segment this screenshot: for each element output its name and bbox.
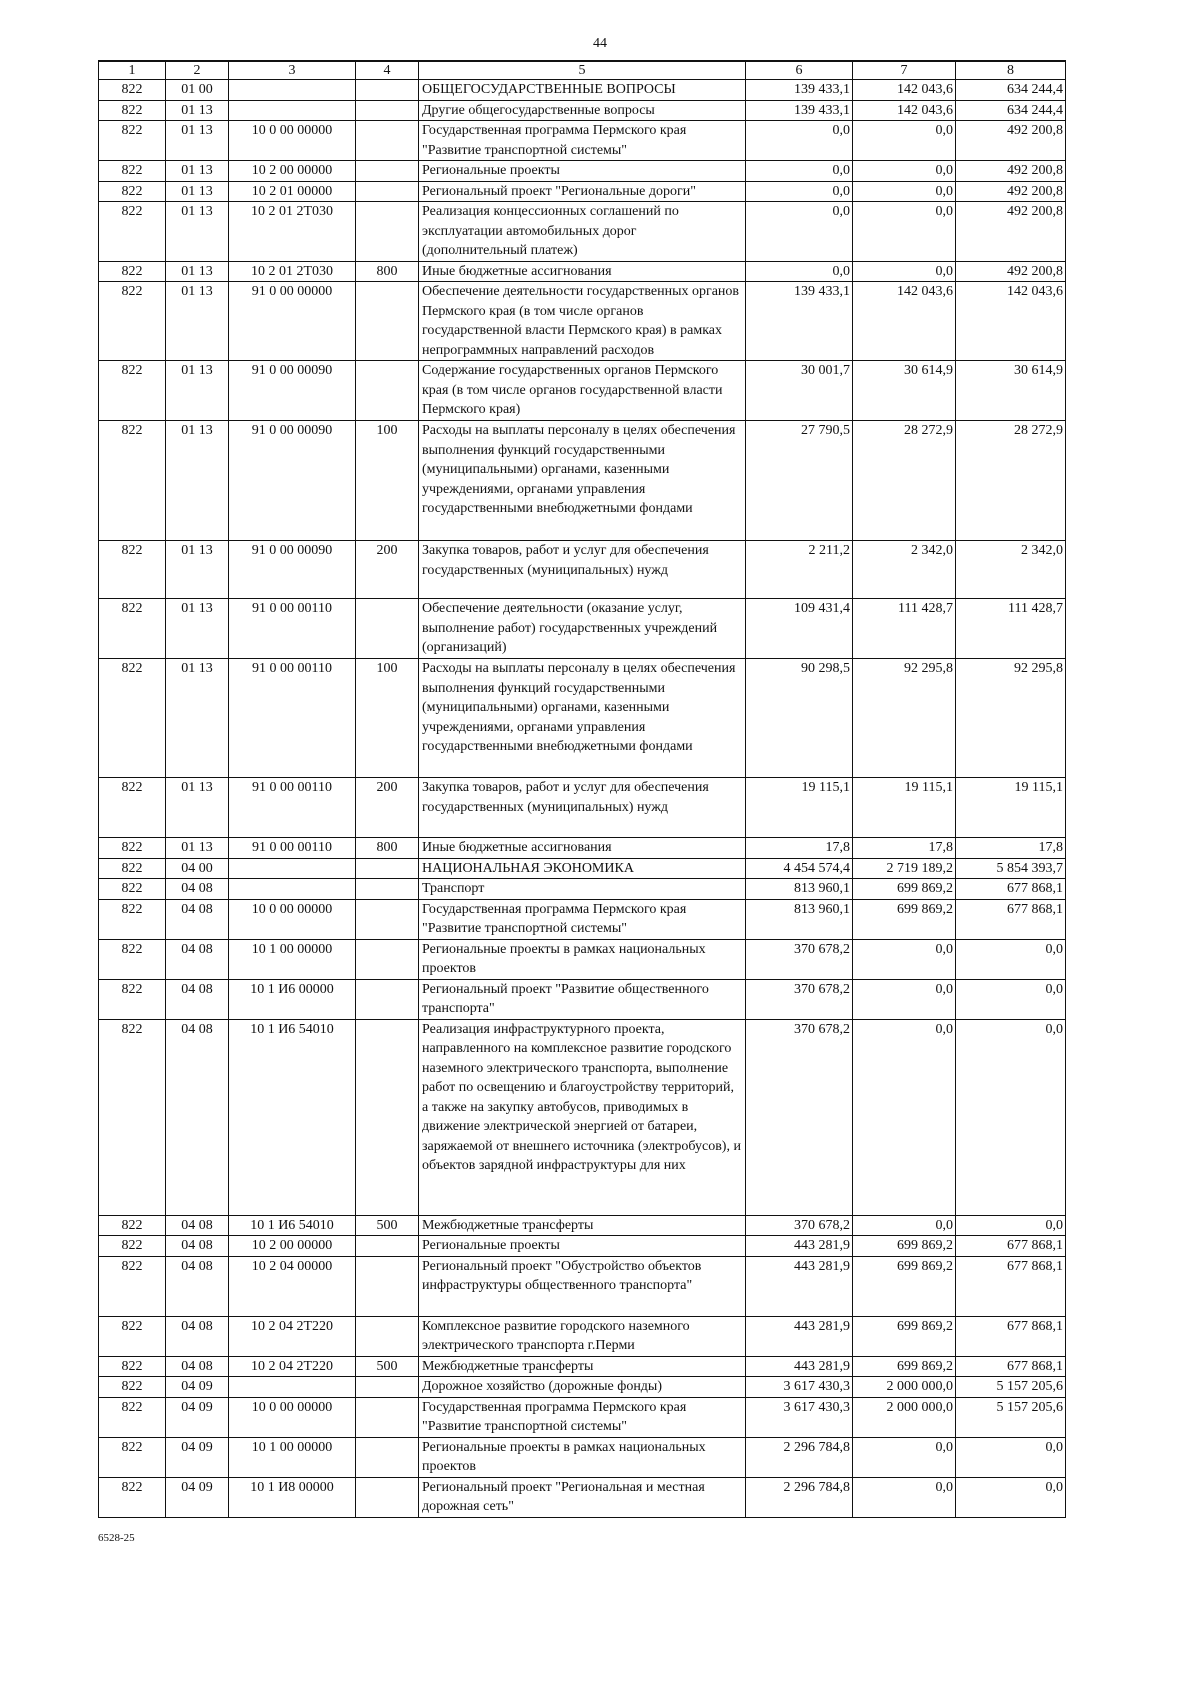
grbs-code-cell: 822 bbox=[99, 80, 166, 101]
target-article-cell: 10 2 04 00000 bbox=[229, 1256, 356, 1316]
description-cell: ОБЩЕГОСУДАРСТВЕННЫЕ ВОПРОСЫ bbox=[419, 80, 746, 101]
amount-col7-cell: 699 869,2 bbox=[853, 1256, 956, 1316]
description-cell: Региональные проекты в рамках национальных проектов bbox=[419, 1437, 746, 1477]
description-cell: Региональные проекты в рамках национальных проектов bbox=[419, 939, 746, 979]
expense-type-cell bbox=[356, 599, 419, 659]
amount-col8-cell: 30 614,9 bbox=[956, 361, 1066, 421]
table-row bbox=[99, 1397, 1066, 1437]
grbs-code-cell: 822 bbox=[99, 1236, 166, 1257]
column-header-4: 4 bbox=[356, 61, 419, 80]
section-code-cell: 01 13 bbox=[166, 421, 229, 541]
expense-type-cell bbox=[356, 121, 419, 161]
table-row bbox=[99, 1477, 1066, 1517]
amount-col8-cell: 17,8 bbox=[956, 838, 1066, 859]
grbs-code-cell: 822 bbox=[99, 1397, 166, 1437]
description-cell: Расходы на выплаты персоналу в целях обеспечения выполнения функций государственными (муниципальными) органами, казенными учреждениями, органами управления государственными внебюджетными фондами bbox=[419, 421, 746, 541]
expense-type-cell: 800 bbox=[356, 838, 419, 859]
expense-type-cell bbox=[356, 899, 419, 939]
amount-col6-cell: 3 617 430,3 bbox=[746, 1397, 853, 1437]
description-cell: Обеспечение деятельности (оказание услуг, выполнение работ) государственных учреждений (организаций) bbox=[419, 599, 746, 659]
expense-type-cell: 200 bbox=[356, 541, 419, 599]
table-row bbox=[99, 1377, 1066, 1398]
amount-col8-cell: 634 244,4 bbox=[956, 80, 1066, 101]
amount-col8-cell: 677 868,1 bbox=[956, 1316, 1066, 1356]
table-row bbox=[99, 282, 1066, 361]
expense-type-cell bbox=[356, 100, 419, 121]
section-code-cell: 01 13 bbox=[166, 361, 229, 421]
section-code-cell: 04 08 bbox=[166, 979, 229, 1019]
expense-type-cell: 500 bbox=[356, 1356, 419, 1377]
grbs-code-cell: 822 bbox=[99, 899, 166, 939]
amount-col6-cell: 17,8 bbox=[746, 838, 853, 859]
grbs-code-cell: 822 bbox=[99, 421, 166, 541]
grbs-code-cell: 822 bbox=[99, 778, 166, 838]
amount-col6-cell: 2 296 784,8 bbox=[746, 1437, 853, 1477]
target-article-cell: 10 1 00 00000 bbox=[229, 939, 356, 979]
amount-col8-cell: 142 043,6 bbox=[956, 282, 1066, 361]
amount-col8-cell: 0,0 bbox=[956, 1215, 1066, 1236]
target-article-cell: 10 2 01 00000 bbox=[229, 181, 356, 202]
amount-col6-cell: 3 617 430,3 bbox=[746, 1377, 853, 1398]
expense-type-cell bbox=[356, 879, 419, 900]
section-code-cell: 01 13 bbox=[166, 100, 229, 121]
amount-col7-cell: 699 869,2 bbox=[853, 899, 956, 939]
table-row bbox=[99, 899, 1066, 939]
expense-type-cell bbox=[356, 202, 419, 262]
target-article-cell: 10 2 00 00000 bbox=[229, 161, 356, 182]
description-cell: Межбюджетные трансферты bbox=[419, 1356, 746, 1377]
amount-col7-cell: 2 000 000,0 bbox=[853, 1397, 956, 1437]
section-code-cell: 04 09 bbox=[166, 1437, 229, 1477]
amount-col6-cell: 0,0 bbox=[746, 202, 853, 262]
amount-col6-cell: 813 960,1 bbox=[746, 879, 853, 900]
column-header-1: 1 bbox=[99, 61, 166, 80]
amount-col6-cell: 30 001,7 bbox=[746, 361, 853, 421]
section-code-cell: 01 13 bbox=[166, 181, 229, 202]
section-code-cell: 01 13 bbox=[166, 202, 229, 262]
amount-col8-cell: 5 854 393,7 bbox=[956, 858, 1066, 879]
amount-col8-cell: 0,0 bbox=[956, 939, 1066, 979]
amount-col6-cell: 813 960,1 bbox=[746, 899, 853, 939]
table-row bbox=[99, 858, 1066, 879]
amount-col7-cell: 111 428,7 bbox=[853, 599, 956, 659]
amount-col7-cell: 17,8 bbox=[853, 838, 956, 859]
amount-col7-cell: 0,0 bbox=[853, 181, 956, 202]
section-code-cell: 01 13 bbox=[166, 778, 229, 838]
amount-col8-cell: 0,0 bbox=[956, 1477, 1066, 1517]
section-code-cell: 04 09 bbox=[166, 1477, 229, 1517]
amount-col7-cell: 0,0 bbox=[853, 202, 956, 262]
description-cell: Государственная программа Пермского края "Развитие транспортной системы" bbox=[419, 1397, 746, 1437]
grbs-code-cell: 822 bbox=[99, 361, 166, 421]
amount-col8-cell: 677 868,1 bbox=[956, 899, 1066, 939]
grbs-code-cell: 822 bbox=[99, 1477, 166, 1517]
amount-col7-cell: 0,0 bbox=[853, 161, 956, 182]
target-article-cell bbox=[229, 80, 356, 101]
target-article-cell: 10 1 00 00000 bbox=[229, 1437, 356, 1477]
target-article-cell: 10 0 00 00000 bbox=[229, 121, 356, 161]
amount-col8-cell: 92 295,8 bbox=[956, 659, 1066, 778]
amount-col6-cell: 443 281,9 bbox=[746, 1356, 853, 1377]
amount-col8-cell: 677 868,1 bbox=[956, 1356, 1066, 1377]
expense-type-cell bbox=[356, 939, 419, 979]
expense-type-cell bbox=[356, 1437, 419, 1477]
section-code-cell: 01 13 bbox=[166, 161, 229, 182]
table-row bbox=[99, 599, 1066, 659]
grbs-code-cell: 822 bbox=[99, 979, 166, 1019]
amount-col7-cell: 2 719 189,2 bbox=[853, 858, 956, 879]
target-article-cell: 10 2 00 00000 bbox=[229, 1236, 356, 1257]
description-cell: Транспорт bbox=[419, 879, 746, 900]
table-row bbox=[99, 1316, 1066, 1356]
table-row bbox=[99, 261, 1066, 282]
expense-type-cell bbox=[356, 1316, 419, 1356]
description-cell: Региональный проект "Обустройство объектов инфраструктуры общественного транспорта" bbox=[419, 1256, 746, 1316]
grbs-code-cell: 822 bbox=[99, 541, 166, 599]
grbs-code-cell: 822 bbox=[99, 939, 166, 979]
expense-type-cell bbox=[356, 1397, 419, 1437]
grbs-code-cell: 822 bbox=[99, 1019, 166, 1215]
target-article-cell: 91 0 00 00110 bbox=[229, 838, 356, 859]
amount-col8-cell: 677 868,1 bbox=[956, 1236, 1066, 1257]
target-article-cell: 10 1 И6 54010 bbox=[229, 1215, 356, 1236]
grbs-code-cell: 822 bbox=[99, 1316, 166, 1356]
section-code-cell: 01 13 bbox=[166, 541, 229, 599]
table-row bbox=[99, 1236, 1066, 1257]
table-row bbox=[99, 1437, 1066, 1477]
section-code-cell: 04 08 bbox=[166, 1256, 229, 1316]
grbs-code-cell: 822 bbox=[99, 181, 166, 202]
amount-col6-cell: 370 678,2 bbox=[746, 979, 853, 1019]
target-article-cell: 10 2 04 2Т220 bbox=[229, 1316, 356, 1356]
column-header-7: 7 bbox=[853, 61, 956, 80]
description-cell: Региональные проекты bbox=[419, 161, 746, 182]
expense-type-cell bbox=[356, 1019, 419, 1215]
expense-type-cell: 800 bbox=[356, 261, 419, 282]
grbs-code-cell: 822 bbox=[99, 282, 166, 361]
amount-col8-cell: 677 868,1 bbox=[956, 1256, 1066, 1316]
description-cell: Закупка товаров, работ и услуг для обеспечения государственных (муниципальных) нужд bbox=[419, 778, 746, 838]
amount-col6-cell: 4 454 574,4 bbox=[746, 858, 853, 879]
amount-col7-cell: 2 000 000,0 bbox=[853, 1377, 956, 1398]
target-article-cell: 10 0 00 00000 bbox=[229, 1397, 356, 1437]
section-code-cell: 01 13 bbox=[166, 838, 229, 859]
expense-type-cell: 100 bbox=[356, 659, 419, 778]
section-code-cell: 04 08 bbox=[166, 1316, 229, 1356]
target-article-cell: 91 0 00 00110 bbox=[229, 778, 356, 838]
amount-col7-cell: 0,0 bbox=[853, 1477, 956, 1517]
target-article-cell: 10 1 И8 00000 bbox=[229, 1477, 356, 1517]
description-cell: Дорожное хозяйство (дорожные фонды) bbox=[419, 1377, 746, 1398]
table-row bbox=[99, 421, 1066, 541]
amount-col6-cell: 139 433,1 bbox=[746, 100, 853, 121]
amount-col6-cell: 139 433,1 bbox=[746, 282, 853, 361]
table-row bbox=[99, 541, 1066, 599]
grbs-code-cell: 822 bbox=[99, 879, 166, 900]
grbs-code-cell: 822 bbox=[99, 1377, 166, 1398]
amount-col8-cell: 677 868,1 bbox=[956, 879, 1066, 900]
description-cell: Реализация концессионных соглашений по эксплуатации автомобильных дорог (дополнительный платеж) bbox=[419, 202, 746, 262]
table-row bbox=[99, 1256, 1066, 1316]
grbs-code-cell: 822 bbox=[99, 161, 166, 182]
grbs-code-cell: 822 bbox=[99, 1437, 166, 1477]
expense-type-cell bbox=[356, 858, 419, 879]
expense-type-cell bbox=[356, 181, 419, 202]
section-code-cell: 01 13 bbox=[166, 659, 229, 778]
description-cell: Иные бюджетные ассигнования bbox=[419, 838, 746, 859]
section-code-cell: 01 13 bbox=[166, 282, 229, 361]
amount-col8-cell: 492 200,8 bbox=[956, 261, 1066, 282]
page-number: 44 bbox=[593, 36, 607, 51]
expense-type-cell: 200 bbox=[356, 778, 419, 838]
amount-col7-cell: 0,0 bbox=[853, 1215, 956, 1236]
target-article-cell bbox=[229, 100, 356, 121]
table-row bbox=[99, 979, 1066, 1019]
column-number-header bbox=[99, 61, 1066, 80]
amount-col7-cell: 30 614,9 bbox=[853, 361, 956, 421]
amount-col6-cell: 0,0 bbox=[746, 181, 853, 202]
table-row bbox=[99, 100, 1066, 121]
expense-type-cell bbox=[356, 282, 419, 361]
amount-col7-cell: 142 043,6 bbox=[853, 100, 956, 121]
amount-col7-cell: 19 115,1 bbox=[853, 778, 956, 838]
amount-col8-cell: 5 157 205,6 bbox=[956, 1397, 1066, 1437]
description-cell: Закупка товаров, работ и услуг для обеспечения государственных (муниципальных) нужд bbox=[419, 541, 746, 599]
amount-col7-cell: 142 043,6 bbox=[853, 282, 956, 361]
section-code-cell: 01 00 bbox=[166, 80, 229, 101]
table-row bbox=[99, 181, 1066, 202]
target-article-cell bbox=[229, 858, 356, 879]
amount-col6-cell: 90 298,5 bbox=[746, 659, 853, 778]
grbs-code-cell: 822 bbox=[99, 659, 166, 778]
section-code-cell: 04 09 bbox=[166, 1377, 229, 1398]
column-header-2: 2 bbox=[166, 61, 229, 80]
target-article-cell: 10 2 01 2Т030 bbox=[229, 261, 356, 282]
section-code-cell: 04 09 bbox=[166, 1397, 229, 1437]
description-cell: Региональный проект "Региональные дороги" bbox=[419, 181, 746, 202]
target-article-cell: 91 0 00 00110 bbox=[229, 659, 356, 778]
table-row bbox=[99, 778, 1066, 838]
amount-col8-cell: 492 200,8 bbox=[956, 202, 1066, 262]
target-article-cell bbox=[229, 1377, 356, 1398]
table-row bbox=[99, 939, 1066, 979]
expense-type-cell: 100 bbox=[356, 421, 419, 541]
target-article-cell: 91 0 00 00090 bbox=[229, 541, 356, 599]
amount-col8-cell: 492 200,8 bbox=[956, 161, 1066, 182]
amount-col6-cell: 0,0 bbox=[746, 261, 853, 282]
expense-type-cell: 500 bbox=[356, 1215, 419, 1236]
grbs-code-cell: 822 bbox=[99, 1356, 166, 1377]
table-row bbox=[99, 659, 1066, 778]
amount-col8-cell: 0,0 bbox=[956, 1437, 1066, 1477]
amount-col6-cell: 370 678,2 bbox=[746, 1019, 853, 1215]
column-header-3: 3 bbox=[229, 61, 356, 80]
target-article-cell: 10 2 01 2Т030 bbox=[229, 202, 356, 262]
grbs-code-cell: 822 bbox=[99, 261, 166, 282]
column-header-6: 6 bbox=[746, 61, 853, 80]
target-article-cell: 10 1 И6 00000 bbox=[229, 979, 356, 1019]
amount-col8-cell: 0,0 bbox=[956, 979, 1066, 1019]
grbs-code-cell: 822 bbox=[99, 202, 166, 262]
section-code-cell: 04 08 bbox=[166, 879, 229, 900]
description-cell: Государственная программа Пермского края "Развитие транспортной системы" bbox=[419, 899, 746, 939]
section-code-cell: 04 08 bbox=[166, 939, 229, 979]
table-row bbox=[99, 361, 1066, 421]
target-article-cell: 91 0 00 00090 bbox=[229, 361, 356, 421]
description-cell: Обеспечение деятельности государственных органов Пермского края (в том числе органов государственной власти Пермского края) в рамках непрограммных направлений расходов bbox=[419, 282, 746, 361]
amount-col8-cell: 19 115,1 bbox=[956, 778, 1066, 838]
table-row bbox=[99, 121, 1066, 161]
budget-table bbox=[98, 60, 1066, 1518]
target-article-cell: 91 0 00 00000 bbox=[229, 282, 356, 361]
description-cell: Другие общегосударственные вопросы bbox=[419, 100, 746, 121]
amount-col7-cell: 28 272,9 bbox=[853, 421, 956, 541]
target-article-cell: 91 0 00 00090 bbox=[229, 421, 356, 541]
amount-col7-cell: 699 869,2 bbox=[853, 1356, 956, 1377]
grbs-code-cell: 822 bbox=[99, 1215, 166, 1236]
document-code: 6528-25 bbox=[98, 1532, 135, 1544]
amount-col6-cell: 27 790,5 bbox=[746, 421, 853, 541]
amount-col7-cell: 0,0 bbox=[853, 1019, 956, 1215]
amount-col8-cell: 492 200,8 bbox=[956, 121, 1066, 161]
expense-type-cell bbox=[356, 80, 419, 101]
column-header-5: 5 bbox=[419, 61, 746, 80]
section-code-cell: 04 08 bbox=[166, 1236, 229, 1257]
expense-type-cell bbox=[356, 361, 419, 421]
amount-col6-cell: 0,0 bbox=[746, 121, 853, 161]
amount-col6-cell: 19 115,1 bbox=[746, 778, 853, 838]
table-row bbox=[99, 1019, 1066, 1215]
amount-col7-cell: 92 295,8 bbox=[853, 659, 956, 778]
amount-col7-cell: 699 869,2 bbox=[853, 1236, 956, 1257]
description-cell: Межбюджетные трансферты bbox=[419, 1215, 746, 1236]
amount-col6-cell: 139 433,1 bbox=[746, 80, 853, 101]
description-cell: Государственная программа Пермского края "Развитие транспортной системы" bbox=[419, 121, 746, 161]
amount-col6-cell: 2 211,2 bbox=[746, 541, 853, 599]
grbs-code-cell: 822 bbox=[99, 100, 166, 121]
amount-col7-cell: 142 043,6 bbox=[853, 80, 956, 101]
description-cell: Реализация инфраструктурного проекта, направленного на комплексное развитие городского наземного электрического транспорта, выполнение работ по освещению и благоустройству территорий, а также на закупку автобусов, приводимых в движение электрической энергией от батареи, заряжаемой от внешнего источника (электробусов), и объектов зарядной инфраструктуры для них bbox=[419, 1019, 746, 1215]
amount-col7-cell: 699 869,2 bbox=[853, 879, 956, 900]
section-code-cell: 04 08 bbox=[166, 1215, 229, 1236]
grbs-code-cell: 822 bbox=[99, 858, 166, 879]
amount-col8-cell: 5 157 205,6 bbox=[956, 1377, 1066, 1398]
table-row bbox=[99, 80, 1066, 101]
section-code-cell: 04 08 bbox=[166, 899, 229, 939]
description-cell: Региональный проект "Региональная и местная дорожная сеть" bbox=[419, 1477, 746, 1517]
description-cell: Расходы на выплаты персоналу в целях обеспечения выполнения функций государственными (муниципальными) органами, казенными учреждениями, органами управления государственными внебюджетными фондами bbox=[419, 659, 746, 778]
amount-col8-cell: 634 244,4 bbox=[956, 100, 1066, 121]
amount-col8-cell: 2 342,0 bbox=[956, 541, 1066, 599]
section-code-cell: 04 00 bbox=[166, 858, 229, 879]
target-article-cell: 91 0 00 00110 bbox=[229, 599, 356, 659]
description-cell: НАЦИОНАЛЬНАЯ ЭКОНОМИКА bbox=[419, 858, 746, 879]
grbs-code-cell: 822 bbox=[99, 121, 166, 161]
section-code-cell: 04 08 bbox=[166, 1019, 229, 1215]
target-article-cell: 10 1 И6 54010 bbox=[229, 1019, 356, 1215]
expense-type-cell bbox=[356, 1477, 419, 1517]
amount-col7-cell: 2 342,0 bbox=[853, 541, 956, 599]
amount-col8-cell: 0,0 bbox=[956, 1019, 1066, 1215]
table-row bbox=[99, 1215, 1066, 1236]
expense-type-cell bbox=[356, 1236, 419, 1257]
table-row bbox=[99, 161, 1066, 182]
amount-col7-cell: 0,0 bbox=[853, 261, 956, 282]
amount-col6-cell: 370 678,2 bbox=[746, 1215, 853, 1236]
amount-col6-cell: 370 678,2 bbox=[746, 939, 853, 979]
amount-col6-cell: 443 281,9 bbox=[746, 1236, 853, 1257]
section-code-cell: 01 13 bbox=[166, 121, 229, 161]
target-article-cell: 10 0 00 00000 bbox=[229, 899, 356, 939]
amount-col7-cell: 0,0 bbox=[853, 979, 956, 1019]
expense-type-cell bbox=[356, 979, 419, 1019]
table-row bbox=[99, 1356, 1066, 1377]
amount-col7-cell: 0,0 bbox=[853, 939, 956, 979]
amount-col8-cell: 492 200,8 bbox=[956, 181, 1066, 202]
column-header-8: 8 bbox=[956, 61, 1066, 80]
expense-type-cell bbox=[356, 161, 419, 182]
target-article-cell: 10 2 04 2Т220 bbox=[229, 1356, 356, 1377]
table-row bbox=[99, 879, 1066, 900]
description-cell: Иные бюджетные ассигнования bbox=[419, 261, 746, 282]
section-code-cell: 04 08 bbox=[166, 1356, 229, 1377]
target-article-cell bbox=[229, 879, 356, 900]
expense-type-cell bbox=[356, 1377, 419, 1398]
amount-col6-cell: 2 296 784,8 bbox=[746, 1477, 853, 1517]
amount-col8-cell: 111 428,7 bbox=[956, 599, 1066, 659]
expense-type-cell bbox=[356, 1256, 419, 1316]
table-row bbox=[99, 202, 1066, 262]
grbs-code-cell: 822 bbox=[99, 599, 166, 659]
amount-col6-cell: 109 431,4 bbox=[746, 599, 853, 659]
description-cell: Региональный проект "Развитие общественного транспорта" bbox=[419, 979, 746, 1019]
amount-col6-cell: 443 281,9 bbox=[746, 1316, 853, 1356]
amount-col6-cell: 0,0 bbox=[746, 161, 853, 182]
amount-col8-cell: 28 272,9 bbox=[956, 421, 1066, 541]
table-row bbox=[99, 838, 1066, 859]
amount-col7-cell: 699 869,2 bbox=[853, 1316, 956, 1356]
grbs-code-cell: 822 bbox=[99, 1256, 166, 1316]
amount-col7-cell: 0,0 bbox=[853, 1437, 956, 1477]
section-code-cell: 01 13 bbox=[166, 261, 229, 282]
section-code-cell: 01 13 bbox=[166, 599, 229, 659]
description-cell: Содержание государственных органов Пермского края (в том числе органов государственной власти Пермского края) bbox=[419, 361, 746, 421]
amount-col7-cell: 0,0 bbox=[853, 121, 956, 161]
description-cell: Комплексное развитие городского наземного электрического транспорта г.Перми bbox=[419, 1316, 746, 1356]
amount-col6-cell: 443 281,9 bbox=[746, 1256, 853, 1316]
grbs-code-cell: 822 bbox=[99, 838, 166, 859]
description-cell: Региональные проекты bbox=[419, 1236, 746, 1257]
